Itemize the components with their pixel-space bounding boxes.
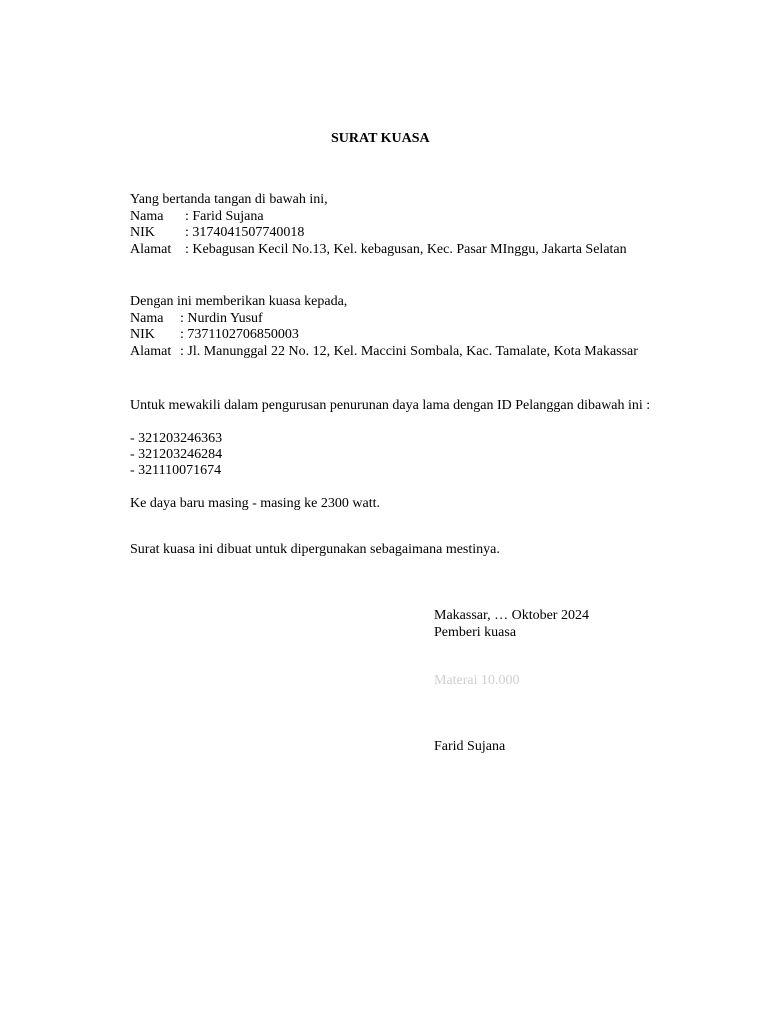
signature-name: Farid Sujana	[434, 739, 506, 754]
grantor-name-label: Nama	[130, 209, 164, 224]
grantee-nik-row	[130, 327, 299, 343]
closing-text: Surat kuasa ini dibuat untuk dipergunakan sebagaimana mestinya.	[130, 542, 500, 557]
grantee-nik-value: : 7371102706850003	[180, 327, 299, 342]
grantee-address-value: : Jl. Manunggal 22 No. 12, Kel. Maccini Sombala, Kac. Tamalate, Kota Makassar	[180, 344, 638, 359]
document-title: SURAT KUASA	[331, 131, 430, 146]
grantor-nik-label: NIK	[130, 225, 155, 240]
grantor-nik-row	[130, 225, 304, 241]
customer-id-item: - 321203246363	[130, 431, 223, 446]
grantor-address-row	[130, 242, 627, 258]
grantor-address-label: Alamat	[130, 242, 172, 257]
grantor-nik-value: : 3174041507740018	[185, 225, 305, 240]
grantor-address-value: : Kebagusan Kecil No.13, Kel. kebagusan, Kec. Pasar MInggu, Jakarta Selatan	[185, 242, 627, 257]
grantor-name-value: : Farid Sujana	[185, 209, 264, 224]
grantee-name-value: : Nurdin Yusuf	[180, 311, 263, 326]
customer-id-item: - 321110071674	[130, 463, 222, 478]
grantor-name-row	[130, 209, 264, 225]
grantee-name-label: Nama	[130, 311, 164, 326]
new-power-text: Ke daya baru masing - masing ke 2300 watt.	[130, 496, 380, 511]
customer-id-item: - 321203246284	[130, 447, 223, 462]
grantee-name-row	[130, 311, 263, 327]
grantee-address-row	[130, 344, 638, 360]
grantee-intro: Dengan ini memberikan kuasa kepada,	[130, 294, 348, 309]
stamp-duty-placeholder: Materai 10.000	[434, 673, 520, 688]
grantee-address-label: Alamat	[130, 344, 172, 359]
signature-role: Pemberi kuasa	[434, 625, 517, 640]
signature-place-date: Makassar, … Oktober 2024	[434, 608, 589, 623]
grantee-nik-label: NIK	[130, 327, 155, 342]
grantor-intro: Yang bertanda tangan di bawah ini,	[130, 192, 328, 207]
purpose-text: Untuk mewakili dalam pengurusan penurunan daya lama dengan ID Pelanggan dibawah ini :	[130, 398, 651, 413]
